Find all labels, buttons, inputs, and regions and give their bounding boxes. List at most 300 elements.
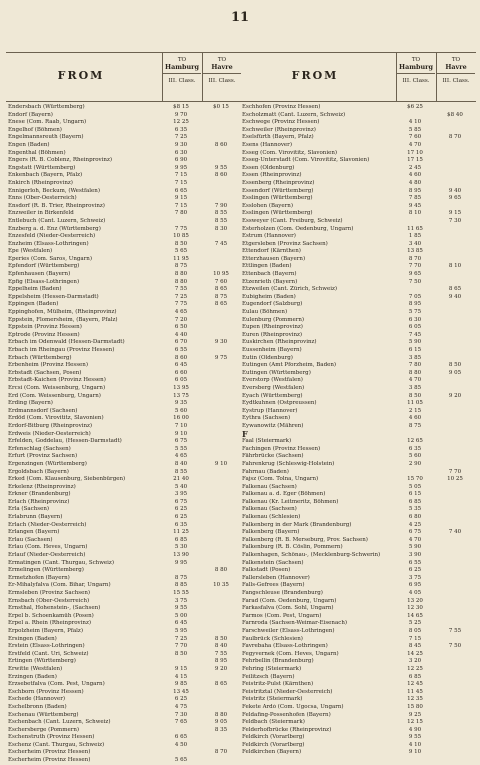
station-name: Feistritz-Pulst (Kärnthen) [242,681,314,688]
station-name: Erdmannsdorf (Sachsen) [8,407,78,414]
station-name: Falls-Gefrees (Bayern) [242,582,305,589]
table-row [6,370,242,378]
hamburg-fare: 4 05 [408,590,422,596]
hamburg-fare: 5 75 [408,309,422,316]
table-row [240,324,476,332]
table-row [240,188,476,196]
station-name: Eschweiler (Rheinprovinz) [242,126,316,133]
hamburg-fare: 12 65 [407,438,423,445]
station-name: Enzheim (Elsass-Lothringen) [8,240,89,247]
station-name: Fajsz (Com. Tolna, Ungarn) [242,476,319,483]
table-row [240,218,476,226]
station-name: Eschwege (Provinz Hessen) [242,119,320,126]
hamburg-fare: 4 10 [408,741,422,748]
table-row [6,286,242,294]
hamburg-fare: 7 05 [408,293,422,300]
hamburg-fare: 17 15 [407,157,423,164]
table-row [240,180,476,188]
station-name: Erzsebetfalva (Com. Pest, Ungarn) [8,681,105,688]
havre-label: Havre [437,64,475,74]
station-name: Enkenbach (Bayern, Pfalz) [8,172,83,179]
table-row [6,529,242,537]
havre-fare: 8 55 [214,210,228,217]
table-row [6,165,242,173]
hamburg-fare: 5 85 [408,126,422,133]
station-name: Falkenberg in der Mark (Brandenburg) [242,521,352,528]
table-row [240,529,476,537]
hamburg-fare: 7 55 [174,286,188,293]
station-name: Erkelenz (Rheinprovinz) [8,483,76,490]
table-row [6,613,242,621]
station-name: Falkenau (Sachsen) [242,483,297,490]
hamburg-fare: 3 75 [408,574,422,581]
table-row [240,134,476,142]
hamburg-fare: 7 60 [408,134,422,141]
station-name: Erpel b. Schoenkamüh (Posen) [8,612,94,619]
station-name: Eystrup (Hannover) [242,407,298,414]
station-name: Fehrbellin (Brandenburg) [242,658,314,665]
table-row [240,385,476,393]
hamburg-fare: 12 45 [407,681,423,688]
hamburg-fare: 6 65 [174,734,188,741]
havre-column-header [202,53,241,101]
table-row [6,324,242,332]
table-row [240,636,476,644]
station-name: Ergoldsbach (Bayern) [8,468,69,475]
table-row [240,203,476,211]
to-label: TO [217,57,227,63]
table-row [6,537,242,545]
station-name: Erbach im Rheingau (Provinz Hessen) [8,347,115,353]
table-row [6,742,242,750]
table-row [6,696,242,704]
hamburg-fare: 13 95 [173,384,189,391]
table-row [6,218,242,226]
hamburg-fare: 8 50 [174,650,188,657]
hamburg-fare: 4 70 [408,377,422,384]
table-row [6,544,242,552]
hamburg-fare: 6 70 [174,339,188,346]
hamburg-fare: 7 80 [174,210,188,217]
hamburg-fare: 8 40 [174,460,188,467]
hamburg-fare: 6 05 [174,377,188,384]
station-name: Endorf (Bayern) [8,111,53,118]
table-row [240,286,476,294]
hamburg-column-header [396,53,435,101]
hamburg-fare: 6 25 [174,506,188,513]
hamburg-fare: 13 45 [173,688,189,695]
station-name: Falkenstein (Sachsen) [242,559,304,566]
havre-fare: $0 15 [213,104,229,110]
havre-fare: 8 30 [214,225,228,232]
havre-fare: 9 65 [448,195,462,202]
table-row [6,112,242,120]
station-name: Feldkirch (Vorarlberg) [242,734,305,741]
table-row [6,446,242,454]
havre-fare: 8 80 [214,711,228,718]
hamburg-fare: 4 65 [174,309,188,316]
station-name: Farkasfalva (Com. Sohl, Ungarn) [242,605,334,612]
hamburg-fare: 11 25 [173,529,189,536]
station-name: Etterzhausen (Bayern) [242,255,306,262]
station-name: Estrum (Hannover) [242,233,296,240]
station-name: F [242,430,248,439]
table-row [6,180,242,188]
havre-fare: 10 95 [213,271,229,278]
hamburg-fare: 8 10 [408,210,422,217]
hamburg-fare: 3 85 [408,354,422,361]
table-row [6,674,242,682]
from-heading: FROM [291,69,339,82]
station-name: Erlauf (Nieder-Oesterreich) [8,552,86,559]
table-row [240,195,476,203]
table-row [6,150,242,158]
table-row [240,552,476,560]
hamburg-fare: 11 65 [407,225,423,232]
hamburg-fare: 3 95 [174,491,188,498]
to-label: TO [411,57,421,63]
table-row [240,613,476,621]
table-row [6,423,242,431]
station-name: Euskirchen (Rheinprovinz) [242,339,317,346]
hamburg-fare: 7 75 [174,225,188,232]
table-row [240,749,476,757]
havre-fare: 9 40 [448,293,462,300]
station-name: Endersbach (Württemberg) [8,104,85,110]
hamburg-fare: 8 50 [174,240,188,247]
station-name: Falkstadt (Posen) [242,567,291,574]
hamburg-fare: 12 15 [407,719,423,726]
station-name: Entlebuch (Cant. Luzern, Schweiz) [8,217,106,224]
station-name: Fangschleuse (Brandenburg) [242,590,323,596]
station-name: Esseg (Com. Virovititz, Slavonien) [242,149,338,156]
class-label: III. Class. [208,78,236,84]
table-row [6,734,242,742]
table-row [6,347,242,355]
hamburg-fare: 6 15 [408,491,422,498]
table-row [240,476,476,484]
hamburg-fare: 9 70 [174,111,188,118]
station-name: Erdweis (Nieder-Oesterreich) [8,430,91,437]
station-name: Eubigheim (Baden) [242,293,296,300]
hamburg-fare: 7 70 [408,263,422,270]
table-row [6,210,242,218]
havre-fare: 7 50 [448,643,462,650]
table-row [240,233,476,241]
station-name: Eyach (Württemberg) [242,392,303,399]
class-label: III. Class. [442,78,470,84]
table-row [6,620,242,628]
hamburg-fare: 6 60 [174,369,188,376]
station-name: Esslohen (Bayern) [242,202,293,209]
station-name: Engen (Baden) [8,141,50,148]
table-row [6,757,242,765]
station-name: Faulbrück (Schlesien) [242,635,303,642]
table-row [240,423,476,431]
table-row [240,104,476,112]
station-name: Ettlingen (Baden) [242,263,292,270]
hamburg-fare: 6 30 [174,149,188,156]
table-row [240,279,476,287]
hamburg-fare: 9 85 [174,681,188,688]
table-row [6,134,242,142]
station-name: Erlach (Nieder-Oesterreich) [8,521,87,528]
station-name: Feistritztal (Nieder-Oesterreich) [242,688,333,695]
table-row [6,636,242,644]
station-name: Esseg-Unterstadt (Com. Virovititz, Slavonien) [242,157,370,164]
station-name: Enns (Ober-Oesterreich) [8,195,77,202]
table-row [240,301,476,309]
station-name: Falkenburg (R. B. Cöslin, Pommern) [242,544,343,551]
station-name: Esslingen (Württemberg) [242,210,313,217]
table-row [240,491,476,499]
table-row [6,681,242,689]
station-name: Enese (Com. Raab, Ungarn) [8,119,87,126]
havre-fare: 9 20 [214,665,228,672]
hamburg-fare: 13 20 [407,597,423,604]
station-name: Erlangen (Bayern) [8,529,60,536]
hamburg-fare: 13 75 [173,392,189,399]
hamburg-fare: 7 75 [174,301,188,308]
station-name: Fahrenkrug (Schleswig-Holstein) [242,460,335,467]
havre-fare: $8 40 [447,111,463,118]
hamburg-fare: 5 65 [174,757,188,764]
table-row [6,294,242,302]
table-row [240,157,476,165]
station-name: Eschhofen (Provinz Hessen) [242,104,321,110]
hamburg-label: Hamburg [397,64,435,74]
havre-fare: 9 15 [448,210,462,217]
hamburg-fare: 8 75 [408,422,422,429]
station-name: Erbstadt (Sachsen, Posen) [8,369,82,376]
hamburg-fare: 6 30 [408,316,422,323]
table-row [6,415,242,423]
station-name: Eussenheim (Bayern) [242,347,302,353]
table-row [6,514,242,522]
station-name: Falkenau (Schlesien) [242,514,301,521]
station-name: Enzweiler in Birkenfeld [8,210,74,217]
table-row [6,142,242,150]
table-row [240,248,476,256]
station-name: Essweyer (Cant. Freiburg, Schweiz) [242,217,343,224]
havre-fare: 9 05 [448,369,462,376]
station-name: Ensdorf (R. B. Trier, Rheinprovinz) [8,202,105,209]
table-row [240,537,476,545]
table-row [240,309,476,317]
havre-fare: 8 65 [214,681,228,688]
table-row [6,195,242,203]
hamburg-fare: 9 10 [408,749,422,756]
station-name: Eschenz (Cant. Thurgau, Schweiz) [8,741,105,748]
station-name: Esens (Hannover) [242,141,292,148]
table-row [240,263,476,271]
hamburg-fare: 6 90 [174,157,188,164]
table-row [6,309,242,317]
station-name: Fährbrücke (Sachsen) [242,453,304,460]
havre-fare: 9 30 [214,339,228,346]
table-row [6,317,242,325]
table-row [6,469,242,477]
table-row [6,461,242,469]
table-row [240,499,476,507]
hamburg-fare: 10 85 [173,233,189,240]
station-name: Faal (Steiermark) [242,438,292,445]
hamburg-fare: 7 15 [408,635,422,642]
table-row [240,112,476,120]
hamburg-fare: 6 25 [174,514,188,521]
havre-fare: 7 90 [214,202,228,209]
station-name: Favrebaha (Elsass-Lothringen) [242,643,328,650]
station-name: Eulenburg (Pommern) [242,316,305,323]
table-row [6,203,242,211]
table-row [240,461,476,469]
table-row [240,727,476,735]
table-row [6,241,242,249]
table-row [240,294,476,302]
table-row [6,400,242,408]
station-name: Eppinghofen, Mülheim, (Rheinprovinz) [8,309,117,316]
station-name: Eschenbach (Cant. Luzern, Schweiz) [8,719,111,726]
hamburg-fare: 9 95 [174,164,188,171]
hamburg-label: Hamburg [163,64,201,74]
table-row [6,704,242,712]
hamburg-fare: 7 45 [408,331,422,338]
hamburg-fare: 8 55 [174,468,188,475]
table-row [6,226,242,234]
station-name: Engenthal (Böhmen) [8,149,66,156]
station-name: Erbenheim (Provinz Hessen) [8,362,88,369]
station-name: Engers (R. B. Coblenz, Rheinprovinz) [8,157,112,164]
station-name: Farschweiler (Elsass-Lothringen) [242,627,335,634]
hamburg-fare: 2 15 [408,407,422,414]
station-name: Erpolzheim (Bayern, Pfalz) [8,627,83,634]
hamburg-fare: 8 60 [174,354,188,361]
table-row [240,567,476,575]
hamburg-fare: 5 25 [408,620,422,627]
hamburg-fare: 9 95 [174,559,188,566]
hamburg-fare: 7 65 [174,719,188,726]
station-name: Fallersleben (Hannover) [242,574,310,581]
station-name: Eythra (Sachsen) [242,415,291,422]
hamburg-fare: 6 45 [174,620,188,627]
table-row [240,438,476,446]
hamburg-fare: 5 90 [408,544,422,551]
havre-fare: 9 20 [448,392,462,399]
station-name: Farnroda (Sachsen-Weimar-Eisenach) [242,620,348,627]
station-name: Erstein (Elsass-Lothringen) [8,643,85,650]
table-row [240,506,476,514]
hamburg-fare: 6 05 [408,324,422,331]
table-row [6,567,242,575]
table-row [6,104,242,112]
hamburg-fare: 8 85 [174,582,188,589]
hamburg-fare: 9 65 [408,271,422,278]
hamburg-fare: 7 10 [174,422,188,429]
hamburg-fare: 5 60 [174,407,188,414]
class-label: III. Class. [402,78,430,84]
table-row [240,696,476,704]
hamburg-fare: 4 40 [174,331,188,338]
station-name: Felderhofbrücke (Rheinprovinz) [242,726,332,733]
station-name: Ermelingen (Württemberg) [8,567,84,574]
station-name: Essen (Oldenburg) [242,164,295,171]
table-header [240,52,476,102]
table-row [6,271,242,279]
station-name: Farmos (Com. Pest, Ungarn) [242,612,322,619]
station-name: Eperies (Com. Saros, Ungarn) [8,255,92,262]
station-name: Erlau (Com. Heves, Ungarn) [8,544,88,551]
table-row [6,119,242,127]
station-name: Erbach im Odenwald (Hessen-Darmstadt) [8,339,125,346]
hamburg-fare: 4 90 [408,726,422,733]
table-row [6,582,242,590]
table-row [240,339,476,347]
station-name: Ettenbach (Bayern) [242,271,297,278]
hamburg-fare: 8 80 [174,271,188,278]
hamburg-fare: 11 95 [173,255,189,262]
hamburg-fare: $8 15 [173,104,189,110]
from-heading: FROM [57,69,105,82]
table-row [6,727,242,735]
havre-fare: 8 60 [214,172,228,179]
hamburg-fare: 3 75 [174,597,188,604]
station-name: Falkenau (Kr. Leitmeritz, Böhmen) [242,498,339,505]
station-name: Falkenau (Sachsen) [242,506,297,513]
table-row [240,712,476,720]
table-row [240,620,476,628]
table-row [6,598,242,606]
station-name: Eptrode (Provinz Hessen) [8,331,80,338]
havre-fare: 7 60 [214,278,228,285]
station-name: Fachingen (Provinz Hessen) [242,445,321,452]
station-name: Eydtkuhnen (Ostpreussen) [242,400,317,407]
hamburg-fare: 9 55 [174,605,188,612]
hamburg-fare: 12 30 [407,605,423,612]
station-name: Essenberg (Rheinprovinz) [242,179,315,186]
hamburg-fare: 7 30 [174,711,188,718]
station-name: Etzweilen (Cant. Zürich, Schweiz) [242,286,338,293]
hamburg-fare: 8 70 [408,255,422,262]
table-row [240,704,476,712]
hamburg-fare: 11 05 [407,400,423,407]
havre-fare: 9 05 [214,719,228,726]
hamburg-fare: 5 95 [174,627,188,634]
station-name: Erla (Sachsen) [8,506,50,513]
to-label: TO [451,57,461,63]
station-name: Epfenhausen (Bayern) [8,271,71,278]
table-row [240,590,476,598]
station-name: Essen (Rheinprovinz) [242,172,302,179]
havre-fare: 9 75 [214,354,228,361]
table-row [240,484,476,492]
station-name: Erwitte (Westfalen) [8,665,63,672]
table-row [240,393,476,401]
hamburg-fare: 12 25 [173,119,189,126]
hamburg-fare: 4 65 [174,453,188,460]
station-name: Epe (Westfalen) [8,248,53,255]
table-row [240,719,476,727]
table-row [6,362,242,370]
station-name: Falkenberg (Bayern) [242,529,300,536]
table-row [240,347,476,355]
right-table [240,52,476,756]
station-name: Falkenhagen, Schönau-, (Mecklenburg-Schwerin) [242,552,381,559]
table-row [6,127,242,135]
havre-fare: 8 80 [214,567,228,574]
table-row [240,598,476,606]
station-name: Eppelsheim (Hessen-Darmstadt) [8,293,99,300]
hamburg-fare: 7 25 [174,134,188,141]
